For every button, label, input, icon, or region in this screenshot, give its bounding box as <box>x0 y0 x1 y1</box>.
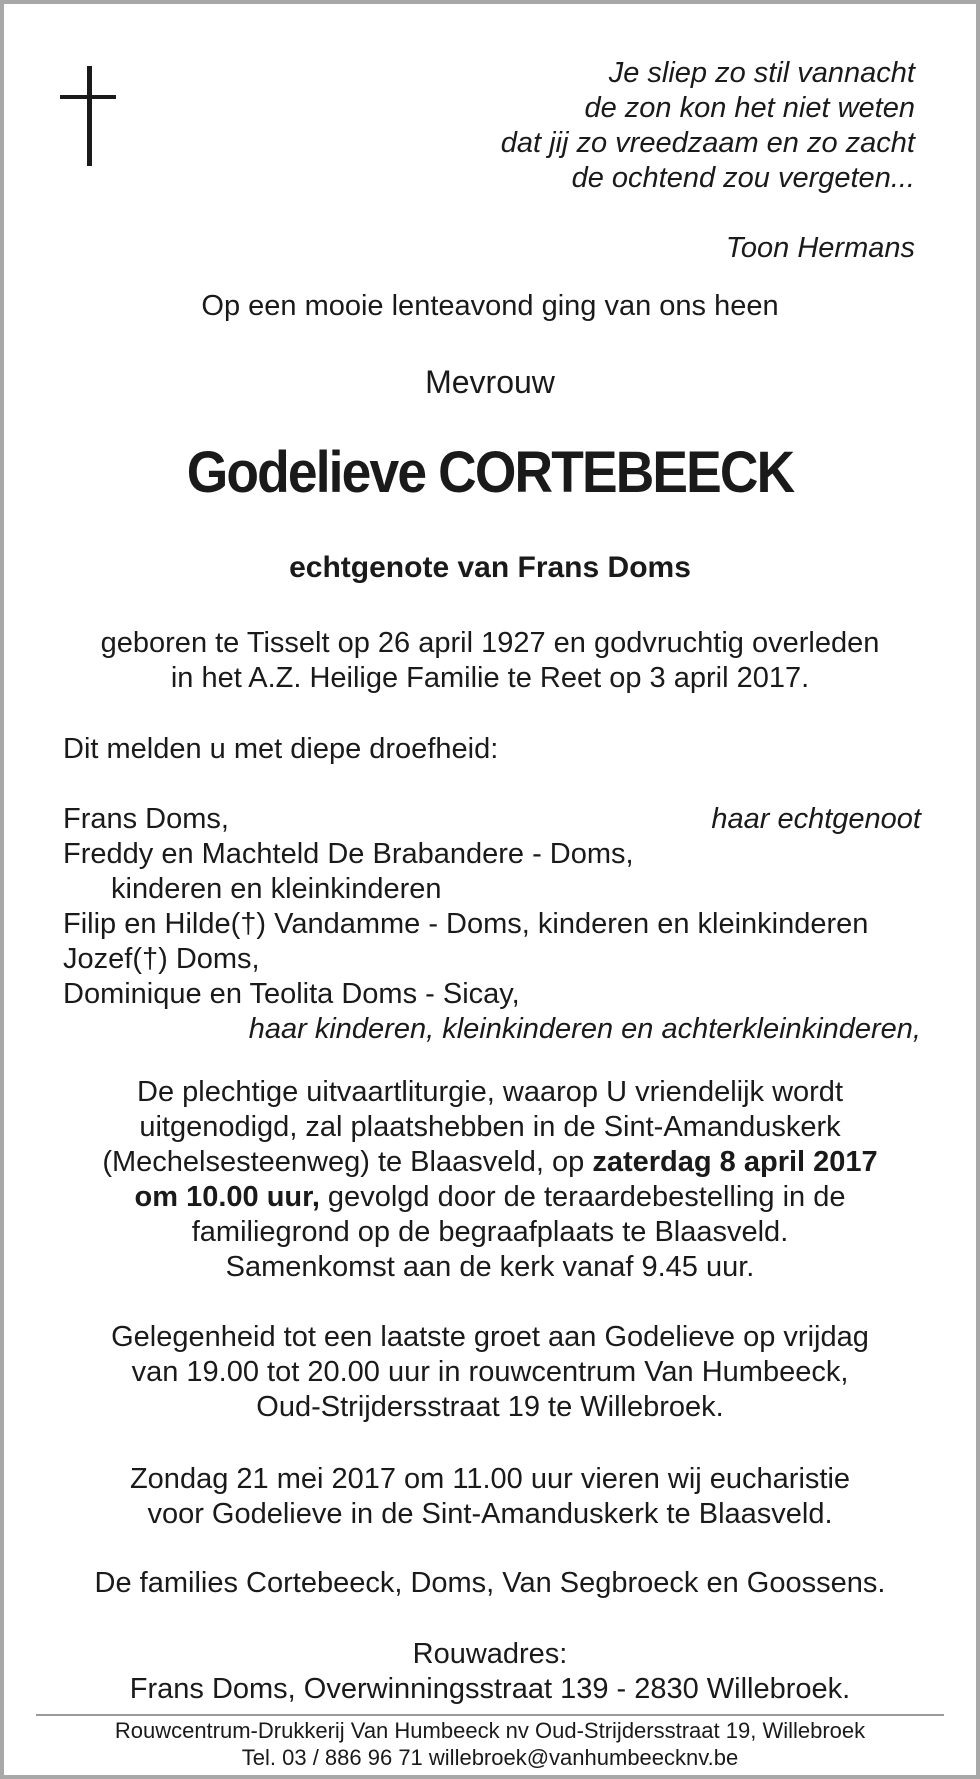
visitation-line: Oud-Strijdersstraat 19 te Willebroek. <box>256 1391 724 1423</box>
footer-line: Rouwcentrum-Drukkerij Van Humbeeck nv Oud-Strijdersstraat 19, Willebroek <box>114 1718 866 1743</box>
poem-line: de zon kon het niet weten <box>584 92 915 124</box>
cross-icon <box>60 66 120 166</box>
address-label: Rouwadres: <box>412 1638 568 1670</box>
mass-line: voor Godelieve in de Sint-Amanduskerk te Blaasveld. <box>147 1498 833 1530</box>
funeral-text: gevolgd door de teraardebestelling in de <box>319 1181 846 1213</box>
funeral-line <box>4 1145 976 1180</box>
visitation-info <box>4 1320 976 1425</box>
poem <box>501 56 915 266</box>
birth-death-text <box>4 626 976 696</box>
family-relation: haar echtgenoot <box>711 803 921 835</box>
visitation-line: Gelegenheid tot een laatste groet aan Godelieve op vrijdag <box>111 1321 869 1353</box>
funeral-line <box>4 1180 976 1215</box>
funeral-line: Samenkomst aan de kerk vanaf 9.45 uur. <box>225 1251 755 1283</box>
funeral-time: om 10.00 uur, <box>134 1181 320 1213</box>
honorific: Mevrouw <box>425 364 555 400</box>
mass-info <box>4 1462 976 1532</box>
intro-text: Op een mooie lenteavond ging van ons heen <box>201 290 779 322</box>
family-row: Freddy en Machteld De Brabandere - Doms, <box>63 838 634 870</box>
poem-line: dat jij zo vreedzaam en zo zacht <box>500 127 915 159</box>
funeral-text: (Mechelsesteenweg) te Blaasveld, op <box>102 1146 593 1178</box>
families-line: De families Cortebeeck, Doms, Van Segbroeck en Goossens. <box>94 1567 886 1599</box>
footer-divider <box>36 1714 944 1716</box>
family-row <box>63 802 921 837</box>
family-list <box>63 802 921 1047</box>
family-member: Frans Doms, <box>63 803 229 835</box>
funeral-line: familiegrond op de begraafplaats te Blaasveld. <box>191 1216 789 1248</box>
visitation-line: van 19.00 tot 20.00 uur in rouwcentrum Van Humbeeck, <box>131 1356 849 1388</box>
family-row: Jozef(†) Doms, <box>63 943 260 975</box>
mass-line: Zondag 21 mei 2017 om 11.00 uur vieren wij eucharistie <box>129 1463 851 1495</box>
family-relation: haar kinderen, kleinkinderen en achterkleinkinderen, <box>248 1013 921 1045</box>
mourning-address <box>4 1637 976 1707</box>
funeral-info <box>4 1075 976 1285</box>
deceased-name: Godelieve CORTEBEECK <box>186 440 794 505</box>
announcement: Dit melden u met diepe droefheid: <box>63 733 499 765</box>
funeral-date: zaterdag 8 april 2017 <box>592 1146 878 1178</box>
poem-line: de ochtend zou vergeten... <box>571 162 915 194</box>
footer-line: Tel. 03 / 886 96 71 willebroek@vanhumbeecknv.be <box>241 1745 739 1770</box>
spouse-line: echtgenote van Frans Doms <box>289 551 691 584</box>
printer-footer <box>4 1717 976 1771</box>
family-row: Dominique en Teolita Doms - Sicay, <box>63 978 520 1010</box>
poem-author: Toon Hermans <box>725 232 915 264</box>
funeral-line: uitgenodigd, zal plaatshebben in de Sint-Amanduskerk <box>139 1111 841 1143</box>
poem-line: Je sliep zo stil vannacht <box>608 57 915 89</box>
family-row: Filip en Hilde(†) Vandamme - Doms, kinderen en kleinkinderen <box>63 908 869 940</box>
family-row: kinderen en kleinkinderen <box>111 873 442 905</box>
funeral-line: De plechtige uitvaartliturgie, waarop U vriendelijk wordt <box>137 1076 843 1108</box>
address-line: Frans Doms, Overwinningsstraat 139 - 2830 Willebroek. <box>129 1673 851 1705</box>
birth-death-line: geboren te Tisselt op 26 april 1927 en godvruchtig overleden <box>100 627 880 659</box>
birth-death-line: in het A.Z. Heilige Familie te Reet op 3 april 2017. <box>170 662 810 694</box>
